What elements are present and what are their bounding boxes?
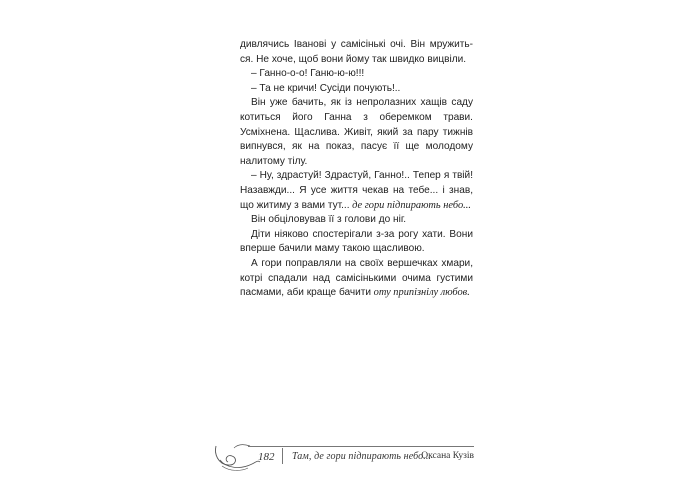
- paragraph: Він уже бачить, як із непролазних хащів саду котиться його Ганна з оберемком трави. Усміхнена. Щаслива. Живіт, який за пару тижнів випнувся, як на показ, пасує її ще молодому налитому тілу.: [240, 97, 473, 167]
- paragraph: Діти ніяково спостерігали з-за рогу хати. Вони вперше бачили маму такою щасливою.: [240, 228, 473, 255]
- paragraph: – Ганно-о-о! Ганю-ю-ю!!!: [251, 68, 365, 80]
- paragraph: – Ну, здрастуй! Здрастуй, Ганно!.. Тепер я твій! Назавжди... Я усе життя чекав на тебе... і знав, що житиму з вами тут... де гори підпирають небо...: [240, 170, 473, 211]
- italic-phrase: де гори підпирають небо...: [349, 199, 471, 211]
- running-title: Там, де гори підпирають небо...: [292, 451, 432, 462]
- page-number: 182: [258, 451, 275, 463]
- italic-phrase: оту припізнілу любов.: [371, 287, 470, 299]
- running-author: Оксана Кузів: [421, 451, 474, 461]
- footer-rule: [248, 446, 474, 447]
- flourish-ornament-icon: [212, 438, 262, 472]
- paragraph: Він обціловував її з голови до ніг.: [251, 214, 407, 226]
- paragraph: А гори поправляли на своїх вершечках хмари, котрі спадали над самісінькими очима густими пасмами, аби краще бачити оту припізнілу любов.: [240, 257, 473, 299]
- body-text: [240, 38, 473, 301]
- page-footer: [212, 438, 474, 470]
- footer-divider: [282, 448, 283, 464]
- paragraph: – Та не кричи! Сусіди почують!..: [251, 82, 401, 94]
- paragraph: дивлячись Іванові у самісінькі очі. Він мружить-ся. Не хоче, щоб вони йому так швидко вицвіли.: [240, 39, 473, 65]
